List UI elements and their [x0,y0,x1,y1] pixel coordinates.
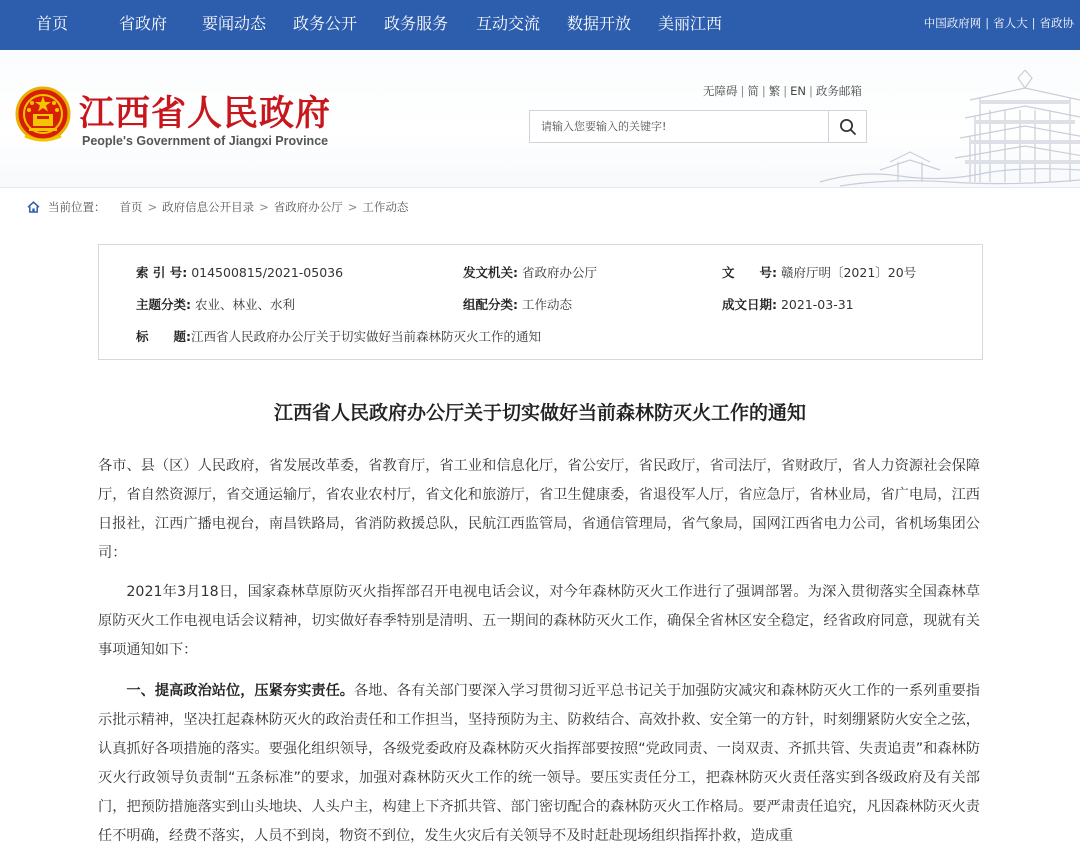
meta-value: 江西省人民政府办公厅关于切实做好当前森林防灭火工作的通知 [191,329,542,344]
separator: | [783,84,788,98]
tengwang-pavilion-illustration [820,70,1080,188]
meta-label: 发文机关: [463,265,518,280]
meta-value: 2021-03-31 [780,297,854,312]
section-heading: 一、提高政治站位，压紧夯实责任。 [126,683,355,699]
home-icon [27,201,40,213]
search-box [529,110,867,143]
link-english[interactable]: EN [790,84,806,98]
meta-issuing-authority [463,263,597,281]
meta-label: 组配分类: [463,297,518,312]
meta-value: 省政府办公厅 [521,265,597,280]
article-title: 江西省人民政府办公厅关于切实做好当前森林防灭火工作的通知 [273,402,806,424]
breadcrumb-work-news[interactable]: 工作动态 [362,200,409,214]
nav-item-interaction[interactable]: 互动交流 [476,14,541,33]
section-body: 各地、各有关部门要深入学习贯彻习近平总书记关于加强防灾减灾和森林防灭火工作的一系列重要指示批示精神，坚决扛起森林防灭火的政治责任和工作担当，坚持预防为主、防救结合、高效扑救、安全第一的方针，时刻绷紧防火安全之弦，认真抓好各项措施的落实。要强化组织领导，各级党委政府及森林防灭火指挥部要按照“党政同责、一岗双责、齐抓共管、失责追责”和森林防灭火行政领导负责制“五条标准”的要求，加强对森林防灭火工作的统一领导。要压实责任分工，把森林防灭火责任落实到各级政府及有关部门，把预防措施落实到山头地块、人头户主，构建上下齐抓共管、部门密切配合的森林防灭火工作格局。要严肃责任追究，凡因森林防灭火责任不明确，经费不落实，人员不到岗，物资不到位，发生火灾后有关领导不及时赶赴现场组织指挥扑救，造成重 [98,683,980,844]
link-accessibility[interactable]: 无障碍 [703,84,738,98]
separator: | [985,16,990,30]
article-recipients: 各市、县（区）人民政府，省发展改革委，省教育厅，省工业和信息化厅，省公安厅，省民政厅，省司法厅，省财政厅，省人力资源社会保障厅，省自然资源厅，省交通运输厅，省农业农村厅，省文化和旅游厅，省卫生健康委，省退役军人厅，省应急厅，省林业局，省广电局，江西日报社，江西广播电视台，南昌铁路局，省消防救援总队，民航江西监管局，省通信管理局，省气象局，国网江西省电力公司，省机场集团公司： [98,458,980,561]
link-provincial-congress[interactable]: 省人大 [993,16,1028,30]
breadcrumb-general-office[interactable]: 省政府办公厅 [273,200,343,214]
meta-value: 赣府厅明〔2021〕20号 [780,265,917,280]
site-header [0,50,1080,188]
chevron-right-icon: > [147,200,158,214]
meta-value: 014500815/2021-05036 [191,265,344,280]
site-title: 江西省人民政府 [79,94,332,134]
breadcrumb [27,199,408,215]
meta-topic-category [136,295,295,313]
nav-item-news[interactable]: 要闻动态 [202,14,267,33]
link-simplified[interactable]: 简 [747,84,759,98]
search-input[interactable] [530,111,828,142]
nav-item-provincial-government[interactable]: 省政府 [119,14,168,33]
breadcrumb-home[interactable]: 首页 [119,200,143,214]
meta-value: 工作动态 [521,297,572,312]
separator: | [809,84,813,98]
article-section-1 [98,677,980,844]
article-intro-paragraph: 2021年3月18日，国家森林草原防灭火指挥部召开电视电话会议，对今年森林防灭火工作进行了强调部署。为深入贯彻落实全国森林草原防灭火工作电视电话会议精神，切实做好春季特别是清明、五一期间的森林防灭火工作，确保全省林区安全稳定，经省政府同意，现就有关事项通知如下： [98,584,980,658]
nav-item-government-services[interactable]: 政务服务 [384,14,449,33]
nav-item-open-data[interactable]: 数据开放 [567,14,632,33]
meta-label: 文 号: [722,265,777,280]
meta-assembly-category [463,295,572,313]
separator: | [761,84,766,98]
link-provincial-cppcc[interactable]: 省政协 [1039,16,1074,30]
separator: | [1031,16,1036,30]
top-navigation-bar [0,0,1080,50]
link-china-gov[interactable]: 中国政府网 [923,16,982,30]
meta-date-written [722,295,854,313]
meta-title [136,327,541,345]
meta-index-number [136,263,343,281]
meta-label: 索 引 号: [136,265,188,280]
meta-value: 农业、林业、水利 [194,297,295,312]
nav-item-government-affairs-disclosure[interactable]: 政务公开 [293,14,358,33]
chevron-right-icon: > [259,200,269,214]
breadcrumb-label: 当前位置： [48,200,106,214]
chevron-right-icon: > [347,200,358,214]
document-metadata-box [98,244,983,360]
meta-document-number [722,263,916,281]
breadcrumb-info-disclosure-catalog[interactable]: 政府信息公开目录 [162,200,255,214]
separator: | [740,84,745,98]
meta-label: 成文日期: [722,297,777,312]
site-subtitle: People's Government of Jiangxi Province [82,134,329,148]
nav-item-beautiful-jiangxi[interactable]: 美丽江西 [658,14,723,33]
meta-label: 标 题: [136,329,191,344]
external-links [924,0,1074,50]
nav-item-home[interactable]: 首页 [36,14,69,33]
link-government-mailbox[interactable]: 政务邮箱 [815,84,862,98]
link-traditional[interactable]: 繁 [768,84,781,98]
national-emblem-icon [15,86,71,144]
meta-label: 主题分类: [136,297,191,312]
